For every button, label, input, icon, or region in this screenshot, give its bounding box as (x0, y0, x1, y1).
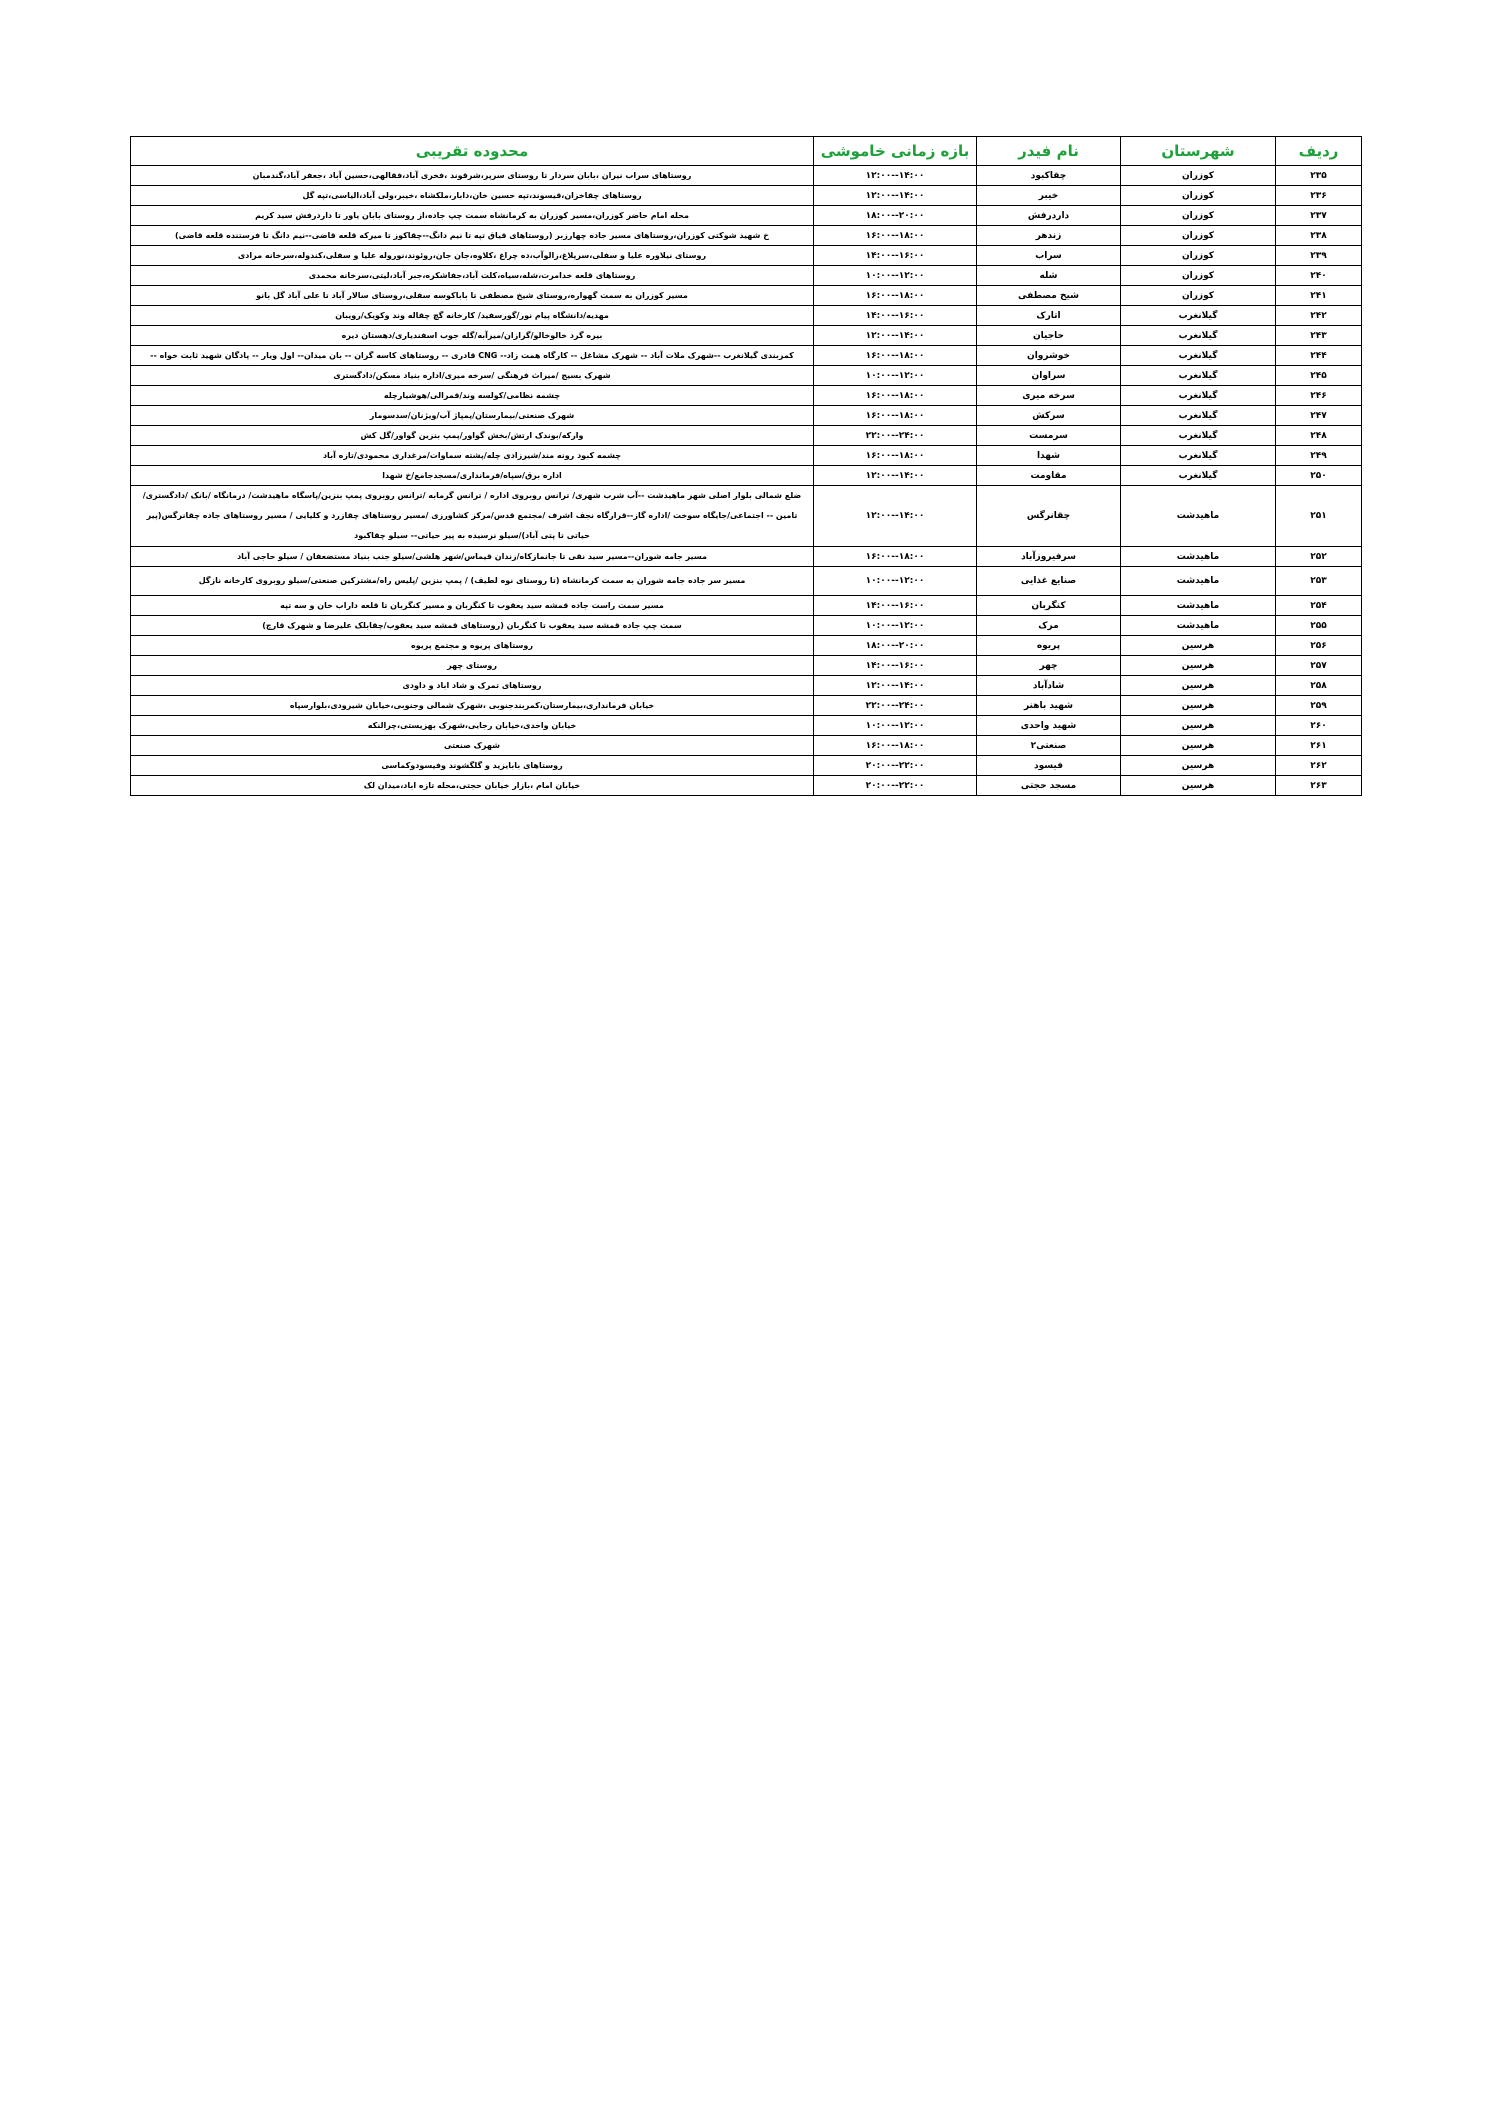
table-row (131, 206, 1362, 226)
city-cell: ماهیدشت (1121, 567, 1276, 596)
area-cell: محله امام حاضر کوزران،مسیر کوزران به کرمانشاه سمت چپ جاده،از روستای بابان یاور تا داردرفش سید کریم (131, 206, 814, 226)
feeder-cell: چقاکبود (977, 166, 1121, 186)
time-range-cell: ۲۴:۰۰--۲۲:۰۰ (814, 696, 977, 716)
row-number-cell: ۲۵۶ (1276, 636, 1362, 656)
feeder-cell: زندهر (977, 226, 1121, 246)
time-range-cell: ۲۰:۰۰--۱۸:۰۰ (814, 206, 977, 226)
area-cell: چشمه کبود رونه مند/شیرزادی چله/پشته سماوات/مرغداری محمودی/تازه آباد (131, 446, 814, 466)
row-number-cell: ۲۳۶ (1276, 186, 1362, 206)
feeder-cell: مرک (977, 616, 1121, 636)
row-number-cell: ۲۳۵ (1276, 166, 1362, 186)
city-cell: گیلانغرب (1121, 346, 1276, 366)
row-number-cell: ۲۴۸ (1276, 426, 1362, 446)
area-cell: روستاهای قلعه خدامرت،شله،سیاه،کلت آباد،جفاشکره،جبر آباد،لیتی،سرخانه محمدی (131, 266, 814, 286)
feeder-cell: کنگربان (977, 596, 1121, 616)
time-range-cell: ۱۴:۰۰--۱۲:۰۰ (814, 326, 977, 346)
table-row (131, 756, 1362, 776)
city-cell: گیلانغرب (1121, 306, 1276, 326)
feeder-cell: اتارک (977, 306, 1121, 326)
city-cell: کوزران (1121, 226, 1276, 246)
row-number-cell: ۲۴۰ (1276, 266, 1362, 286)
row-number-cell: ۲۵۹ (1276, 696, 1362, 716)
header-row-number: ردیف (1276, 137, 1362, 166)
area-cell: روستاهای پریوه و مجتمع پریوه (131, 636, 814, 656)
area-cell: روستاهای تمرک و شاد اباد و داودی (131, 676, 814, 696)
row-number-cell: ۲۵۷ (1276, 656, 1362, 676)
time-range-cell: ۱۶:۰۰--۱۴:۰۰ (814, 656, 977, 676)
table-row (131, 266, 1362, 286)
area-cell: ضلع شمالی بلوار اصلی شهر ماهیدشت --آب شرب شهری/ ترانس روبروی اداره / ترانس گرمابه /ترانس روبروی پمپ بنزین/پاسگاه ماهیدشت/ درمانگاه /بانک /دادگستری/تامین -- اجتماعی/جایگاه سوخت /اداره گاز--قرارگاه نجف اشرف /مجتمع قدس/مرکز کشاورزی /مسیر روستاهای چقازرد و کلیایی / مسیر روستاهای جاده چقانرگس(پیر حیاتی تا پتی آباد)/سیلو نرسیده به پیر حیاتی-- سیلو چقاکبود (131, 486, 814, 547)
city-cell: گیلانغرب (1121, 386, 1276, 406)
row-number-cell: ۲۴۵ (1276, 366, 1362, 386)
time-range-cell: ۱۸:۰۰--۱۶:۰۰ (814, 446, 977, 466)
area-cell: مسیر سمت راست جاده قمشه سید یعقوب تا کنگربان و مسیر کنگربان تا قلعه داراب خان و سه تپه (131, 596, 814, 616)
city-cell: گیلانغرب (1121, 366, 1276, 386)
feeder-cell: صنایع غذایی (977, 567, 1121, 596)
area-cell: مسیر جامه شوران--مسیر سید نقی تا جانمازکاه/زندان قیماس/شهر هلشی/سیلو جنب بنیاد مستضعفان / سیلو حاجی آباد (131, 547, 814, 567)
city-cell: گیلانغرب (1121, 446, 1276, 466)
city-cell: ماهیدشت (1121, 486, 1276, 547)
row-number-cell: ۲۴۴ (1276, 346, 1362, 366)
row-number-cell: ۲۵۳ (1276, 567, 1362, 596)
area-cell: کمربندی گیلانغرب --شهرک ملات آباد -- شهرک مشاغل -- کارگاه همت زاد-- CNG قادری -- روستاهای کاسه گران -- بان میدان-- اول ویار -- پادگان شهید ثابت خواه -- (131, 346, 814, 366)
area-cell: چشمه نظامی/کولسه وند/قمرالی/هوشیارچله (131, 386, 814, 406)
time-range-cell: ۱۴:۰۰--۱۲:۰۰ (814, 166, 977, 186)
city-cell: ماهیدشت (1121, 596, 1276, 616)
table-body (131, 166, 1362, 796)
time-range-cell: ۱۴:۰۰--۱۲:۰۰ (814, 186, 977, 206)
table-row (131, 486, 1362, 547)
time-range-cell: ۱۸:۰۰--۱۶:۰۰ (814, 547, 977, 567)
header-area: محدوده تقریبی (131, 137, 814, 166)
city-cell: گیلانغرب (1121, 326, 1276, 346)
time-range-cell: ۲۰:۰۰--۱۸:۰۰ (814, 636, 977, 656)
feeder-cell: چهر (977, 656, 1121, 676)
row-number-cell: ۲۳۹ (1276, 246, 1362, 266)
time-range-cell: ۱۲:۰۰--۱۰:۰۰ (814, 366, 977, 386)
feeder-cell: سرکش (977, 406, 1121, 426)
city-cell: ماهیدشت (1121, 616, 1276, 636)
feeder-cell: شهید واحدی (977, 716, 1121, 736)
city-cell: ماهیدشت (1121, 547, 1276, 567)
time-range-cell: ۱۲:۰۰--۱۰:۰۰ (814, 616, 977, 636)
table-row (131, 616, 1362, 636)
row-number-cell: ۲۴۶ (1276, 386, 1362, 406)
time-range-cell: ۱۸:۰۰--۱۶:۰۰ (814, 406, 977, 426)
area-cell: خیابان امام ،بازار خیابان حجتی،محله تازه اباد،میدان لک (131, 776, 814, 796)
table-row (131, 466, 1362, 486)
table-row (131, 547, 1362, 567)
feeder-cell: سرفیروزآباد (977, 547, 1121, 567)
city-cell: هرسین (1121, 696, 1276, 716)
row-number-cell: ۲۵۲ (1276, 547, 1362, 567)
table-row (131, 166, 1362, 186)
city-cell: گیلانغرب (1121, 406, 1276, 426)
city-cell: هرسین (1121, 656, 1276, 676)
feeder-cell: شهید باهنر (977, 696, 1121, 716)
city-cell: هرسین (1121, 716, 1276, 736)
city-cell: گیلانغرب (1121, 466, 1276, 486)
area-cell: خیابان فرمانداری،بیمارستان،کمربندجنوبی ،شهرک شمالی وجنوبی،خیابان شیرودی،بلوارسپاه (131, 696, 814, 716)
area-cell: شهرک صنعتی/بیمارستان/پمپاژ آب/ویژنان/سدسومار (131, 406, 814, 426)
row-number-cell: ۲۴۷ (1276, 406, 1362, 426)
time-range-cell: ۱۶:۰۰--۱۴:۰۰ (814, 306, 977, 326)
feeder-cell: داردرفش (977, 206, 1121, 226)
city-cell: هرسین (1121, 676, 1276, 696)
table-row (131, 306, 1362, 326)
area-cell: مهدیه/دانشگاه پیام نور/گورسفید/ کارخانه گچ چقاله وند وکویک/رویبان (131, 306, 814, 326)
feeder-cell: سراوان (977, 366, 1121, 386)
area-cell: روستاهای چقاخزان،قیسوند،تپه حسین خان،دابار،ملکشاه ،خیبر،ولی آباد،الیاسی،تپه گل (131, 186, 814, 206)
city-cell: هرسین (1121, 776, 1276, 796)
city-cell: کوزران (1121, 266, 1276, 286)
table-row (131, 736, 1362, 756)
row-number-cell: ۲۶۲ (1276, 756, 1362, 776)
time-range-cell: ۲۴:۰۰--۲۲:۰۰ (814, 426, 977, 446)
area-cell: وارکه/بوندک ارتش/بخش گواور/پمپ بنزین گواور/گل کش (131, 426, 814, 446)
city-cell: کوزران (1121, 186, 1276, 206)
city-cell: کوزران (1121, 206, 1276, 226)
time-range-cell: ۱۸:۰۰--۱۶:۰۰ (814, 736, 977, 756)
header-feeder: نام فیدر (977, 137, 1121, 166)
feeder-cell: سرمست (977, 426, 1121, 446)
table-row (131, 406, 1362, 426)
header-city: شهرستان (1121, 137, 1276, 166)
city-cell: هرسین (1121, 756, 1276, 776)
table-row (131, 446, 1362, 466)
header-row (131, 137, 1362, 166)
row-number-cell: ۲۶۰ (1276, 716, 1362, 736)
table-row (131, 716, 1362, 736)
row-number-cell: ۲۵۱ (1276, 486, 1362, 547)
city-cell: هرسین (1121, 636, 1276, 656)
table-row (131, 676, 1362, 696)
row-number-cell: ۲۵۰ (1276, 466, 1362, 486)
feeder-cell: مقاومت (977, 466, 1121, 486)
city-cell: کوزران (1121, 246, 1276, 266)
table-row (131, 286, 1362, 306)
row-number-cell: ۲۳۸ (1276, 226, 1362, 246)
area-cell: مسیر کوزران به سمت گهواره،روستای شیخ مصطفی تا باباکوسه سفلی،روستای سالار آباد تا علی آباد گل بانو (131, 286, 814, 306)
header-time-range: بازه زمانی خاموشی (814, 137, 977, 166)
row-number-cell: ۲۵۵ (1276, 616, 1362, 636)
feeder-cell: شادآباد (977, 676, 1121, 696)
table-row (131, 426, 1362, 446)
feeder-cell: چقانرگس (977, 486, 1121, 547)
table-row (131, 246, 1362, 266)
feeder-cell: پریوه (977, 636, 1121, 656)
feeder-cell: فیسود (977, 756, 1121, 776)
feeder-cell: مسجد حجتی (977, 776, 1121, 796)
time-range-cell: ۱۲:۰۰--۱۰:۰۰ (814, 567, 977, 596)
time-range-cell: ۱۸:۰۰--۱۶:۰۰ (814, 286, 977, 306)
area-cell: خیابان واحدی،خیابان رجایی،شهرک بهزیستی،چرالنکه (131, 716, 814, 736)
table-row (131, 636, 1362, 656)
time-range-cell: ۲۲:۰۰--۲۰:۰۰ (814, 756, 977, 776)
area-cell: خ شهید شوکتی کوزران،روستاهای مسیر جاده چهارزبر (روستاهای قیاق تپه تا نیم دانگ--چقاکوز تا میرکه قلعه قاضی--نیم دانگ تا فرستنده قلعه قاضی) (131, 226, 814, 246)
time-range-cell: ۱۲:۰۰--۱۰:۰۰ (814, 266, 977, 286)
table-row (131, 596, 1362, 616)
table-row (131, 386, 1362, 406)
feeder-cell: شله (977, 266, 1121, 286)
row-number-cell: ۲۴۱ (1276, 286, 1362, 306)
row-number-cell: ۲۴۹ (1276, 446, 1362, 466)
outage-table (130, 136, 1362, 796)
table-row (131, 346, 1362, 366)
feeder-cell: سرخه میری (977, 386, 1121, 406)
time-range-cell: ۱۸:۰۰--۱۶:۰۰ (814, 226, 977, 246)
table-row (131, 776, 1362, 796)
table-row (131, 696, 1362, 716)
feeder-cell: حاجیان (977, 326, 1121, 346)
area-cell: شهرک بسیج /میراث فرهنگی /سرخه میری/اداره بنیاد مسکن/دادگستری (131, 366, 814, 386)
area-cell: اداره برق/سپاه/فرمانداری/مسجدجامع/خ شهدا (131, 466, 814, 486)
time-range-cell: ۱۲:۰۰--۱۰:۰۰ (814, 716, 977, 736)
table-row (131, 366, 1362, 386)
city-cell: کوزران (1121, 166, 1276, 186)
table-row (131, 226, 1362, 246)
area-cell: مسیر سر جاده جامه شوران به سمت کرمانشاه (تا روستای نوه لطیف) / پمپ بنزین /پلیس راه/مشترکین صنعتی/سیلو روبروی کارخانه نازگل (131, 567, 814, 596)
row-number-cell: ۲۴۲ (1276, 306, 1362, 326)
feeder-cell: شیخ مصطفی (977, 286, 1121, 306)
area-cell: روستاهای بابایزید و گلگشوند وفیسودوکماسی (131, 756, 814, 776)
row-number-cell: ۲۵۴ (1276, 596, 1362, 616)
row-number-cell: ۲۶۳ (1276, 776, 1362, 796)
time-range-cell: ۱۴:۰۰--۱۲:۰۰ (814, 676, 977, 696)
table-row (131, 326, 1362, 346)
feeder-cell: صنعتی۲ (977, 736, 1121, 756)
time-range-cell: ۲۲:۰۰--۲۰:۰۰ (814, 776, 977, 796)
feeder-cell: شهدا (977, 446, 1121, 466)
feeder-cell: خیبر (977, 186, 1121, 206)
row-number-cell: ۲۵۸ (1276, 676, 1362, 696)
time-range-cell: ۱۴:۰۰--۱۲:۰۰ (814, 486, 977, 547)
table-row (131, 656, 1362, 676)
outage-schedule-page (130, 136, 1362, 796)
table-header (131, 137, 1362, 166)
feeder-cell: خوشروان (977, 346, 1121, 366)
row-number-cell: ۲۳۷ (1276, 206, 1362, 226)
table-row (131, 186, 1362, 206)
feeder-cell: سراب (977, 246, 1121, 266)
area-cell: شهرک صنعتی (131, 736, 814, 756)
time-range-cell: ۱۸:۰۰--۱۶:۰۰ (814, 346, 977, 366)
table-row (131, 567, 1362, 596)
area-cell: روستای نیلاوره علیا و سفلی،سرپلاغ،زالوآب،ده چراغ ،کلاوه،جان جان،روئوند،نوروله علیا و سفلی،کندوله،سرخانه مرادی (131, 246, 814, 266)
time-range-cell: ۱۴:۰۰--۱۲:۰۰ (814, 466, 977, 486)
area-cell: روستاهای سراب نیران ،بابان سردار تا روستای سرپر،شرقوند ،فخری آباد،فقالهی،حسین آباد ،جعفر آباد،گندمبان (131, 166, 814, 186)
city-cell: کوزران (1121, 286, 1276, 306)
row-number-cell: ۲۶۱ (1276, 736, 1362, 756)
city-cell: گیلانغرب (1121, 426, 1276, 446)
row-number-cell: ۲۴۳ (1276, 326, 1362, 346)
area-cell: سمت چپ جاده قمشه سید یعقوب تا کنگربان (روستاهای قمشه سید یعقوب/چقابلک علیرضا و شهرک قارچ) (131, 616, 814, 636)
city-cell: هرسین (1121, 736, 1276, 756)
time-range-cell: ۱۶:۰۰--۱۴:۰۰ (814, 246, 977, 266)
area-cell: بیره گرد خالوخالو/گرازان/میرآبه/گله جوب اسفندیاری/دهستان دیره (131, 326, 814, 346)
time-range-cell: ۱۸:۰۰--۱۶:۰۰ (814, 386, 977, 406)
time-range-cell: ۱۶:۰۰--۱۴:۰۰ (814, 596, 977, 616)
area-cell: روستای چهر (131, 656, 814, 676)
